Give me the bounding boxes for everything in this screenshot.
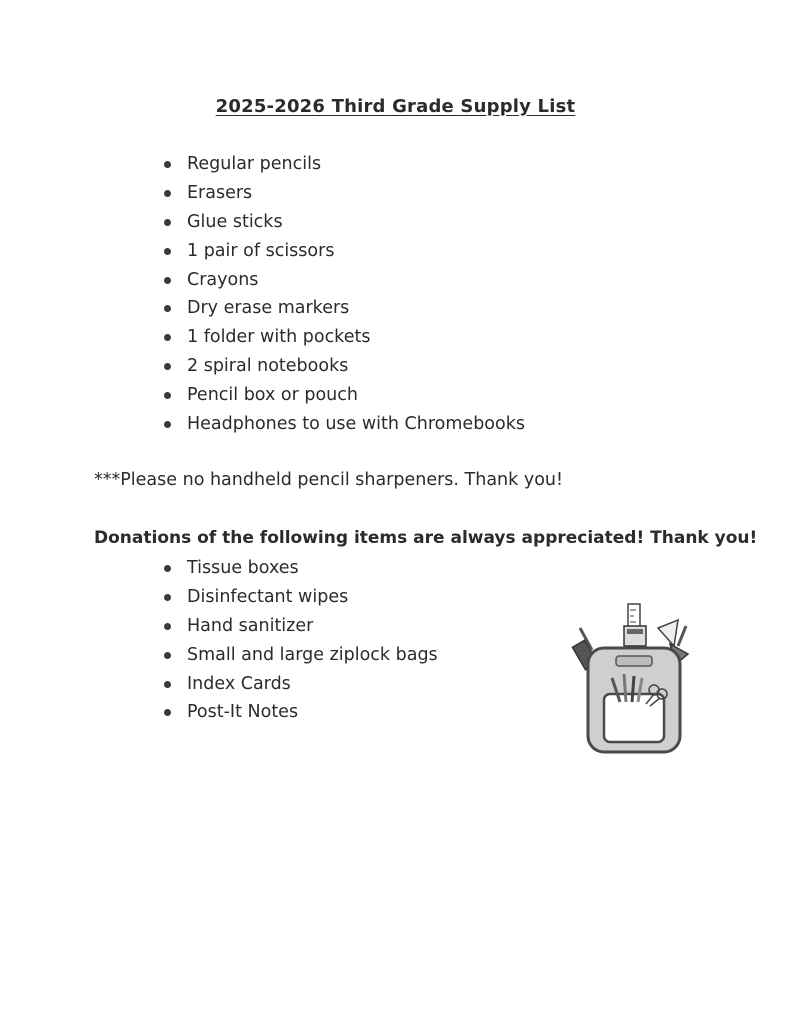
list-item (164, 554, 438, 583)
supply-item-label: Regular pencils (187, 154, 322, 174)
bullet-icon (164, 277, 171, 284)
bullet-icon (164, 392, 171, 399)
bullet-icon (164, 421, 171, 428)
donation-item-label: Post-It Notes (187, 702, 299, 723)
list-item (164, 323, 525, 352)
backpack-body (588, 648, 680, 752)
donation-item-label: Hand sanitizer (187, 615, 314, 636)
supply-item-label: Crayons (187, 269, 259, 290)
list-item (164, 352, 525, 381)
backpack-icon (570, 598, 698, 758)
supply-item-label: Erasers (187, 182, 253, 203)
donation-item-label: Index Cards (187, 673, 291, 694)
list-item (164, 698, 438, 727)
list-item (164, 670, 438, 699)
list-item (164, 150, 525, 179)
supply-item-label: 1 pair of scissors (187, 240, 335, 261)
list-item (164, 583, 438, 612)
donation-item-label: Small and large ziplock bags (187, 644, 438, 665)
supply-item-label: Pencil box or pouch (187, 385, 358, 406)
list-item (164, 179, 525, 208)
bullet-icon (164, 709, 171, 716)
supply-item-label: Dry erase markers (187, 298, 350, 319)
bullet-icon (164, 161, 171, 168)
bullet-icon (164, 248, 171, 255)
bullet-icon (164, 594, 171, 601)
donation-item-label: Disinfectant wipes (187, 586, 349, 607)
bullet-icon (164, 190, 171, 197)
list-item (164, 208, 525, 237)
list-item (164, 641, 438, 670)
supply-item-label: Glue sticks (187, 211, 283, 232)
list-item (164, 612, 438, 641)
supply-item-label: 2 spiral notebooks (187, 356, 349, 377)
supply-list (164, 150, 525, 439)
bullet-icon (164, 681, 171, 688)
list-item (164, 381, 525, 410)
bullet-icon (164, 565, 171, 572)
bullet-icon (164, 623, 171, 630)
bullet-icon (164, 363, 171, 370)
list-item (164, 266, 525, 295)
bullet-icon (164, 652, 171, 659)
donation-item-label: Tissue boxes (187, 558, 299, 578)
sharpener-note: ***Please no handheld pencil sharpeners. Thank you! (94, 470, 564, 490)
bullet-icon (164, 334, 171, 341)
supply-item-label: Headphones to use with Chromebooks (187, 414, 525, 435)
supply-item-label: 1 folder with pockets (187, 327, 371, 348)
list-item (164, 294, 525, 323)
list-item (164, 410, 525, 439)
bullet-icon (164, 305, 171, 312)
donations-list (164, 554, 438, 727)
donations-heading: Donations of the following items are always appreciated! Thank you! (94, 528, 758, 548)
bullet-icon (164, 219, 171, 226)
list-item (164, 237, 525, 266)
page-title: 2025-2026 Third Grade Supply List (215, 96, 576, 117)
